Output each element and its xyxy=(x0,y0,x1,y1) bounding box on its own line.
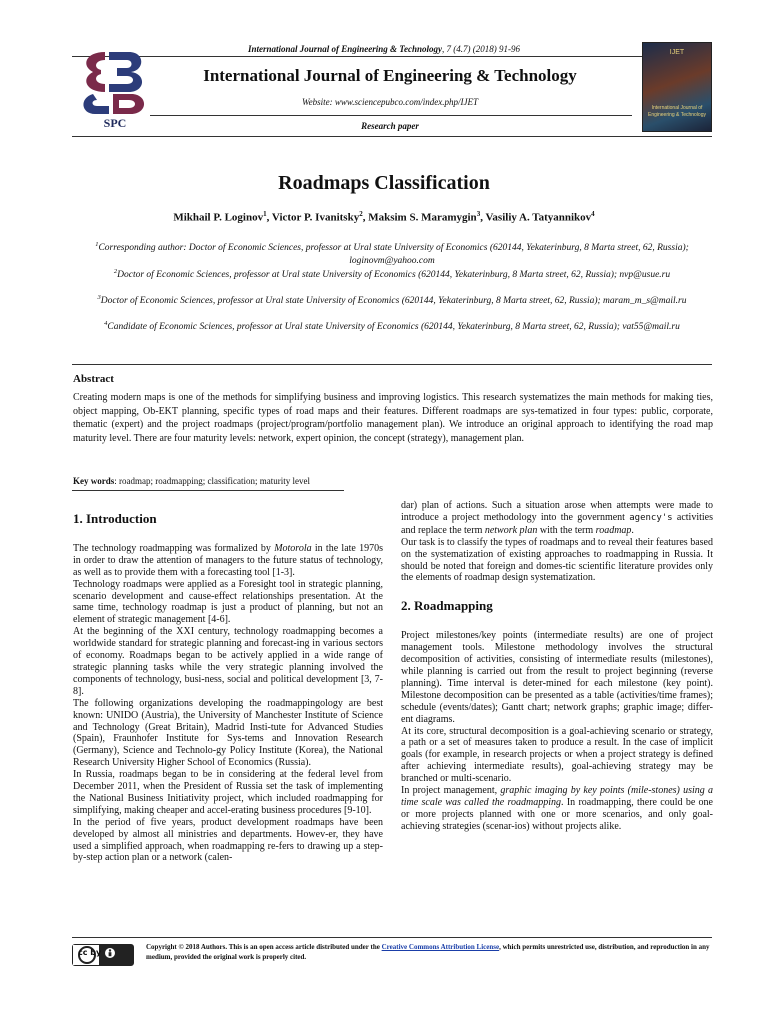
author-list: Mikhail P. Loginov$^1$, Victor P. Ivanitsky$^2$, Maksim S. Maramygin$^3$, Vasiliy A. Tatyannikov$^4$ xyxy=(173,210,595,224)
text-run: Copyright © 2018 Authors. This is an open access article distributed under the xyxy=(146,943,382,951)
citation-journal: International Journal of Engineering & Technology xyxy=(248,44,442,54)
text-run: in the late 1970s in order to draw the attention of managers to the future status of technology, as well as to provide them with a forecasting tool [1-3]. xyxy=(73,542,384,578)
footer-rule xyxy=(72,937,712,938)
affiliation-text: Doctor of Economic Sciences, professor at Ural state University of Economics (620144, Yekaterinburg, 8 Marta street, 62, Russia); nvp@usue.ru xyxy=(117,270,671,281)
text-run-italic: network plan xyxy=(484,524,538,536)
journal-cover-image xyxy=(642,42,712,132)
text-run-mono: agency's xyxy=(629,512,673,523)
text-run: . xyxy=(631,524,634,536)
cc-badge-text: cc by xyxy=(78,948,102,957)
right-column xyxy=(401,500,713,833)
paragraph xyxy=(73,543,383,579)
paragraph: Project milestones/key points (intermediate results) are one of project management tools. Milestone methodology involves the structural decomposition of activities, consisting of intermediate results (milestones), while planning is carried out from the result to project beginning (reverse planning). Time interval is deter-mined for each milestone (key point). Milestone decomposition can be presented as a table (activities/time frames); schedule (events/dates); Gantt chart; network graphs; graphic image; differ-ent diagrams. xyxy=(401,630,713,725)
left-column xyxy=(73,513,383,864)
paragraph: Technology roadmaps were applied as a Foresight tool in strategic planning, scenario development and cause-effect relationships presentation. At the same time, technology roadmap is just a product of planning, but not an element of strategic management [4-6]. xyxy=(73,578,383,626)
abstract-rule-bottom xyxy=(72,490,344,491)
paper-title: Roadmaps Classification xyxy=(278,172,490,194)
text-run-italic: Motorola xyxy=(274,542,312,554)
copyright-notice xyxy=(146,942,718,962)
keywords-list: : roadmap; roadmapping; classification; maturity level xyxy=(114,476,310,486)
section-heading-introduction: 1. Introduction xyxy=(73,511,157,526)
text-run: In project management, xyxy=(401,785,501,797)
affiliation-text: Doctor of Economic Sciences, professor at Ural state University of Economics (620144, Yekaterinburg, 8 Marta street, 62, Russia); maram_m_s@mail.ru xyxy=(100,296,687,307)
abstract-rule-top xyxy=(72,364,712,365)
author-name: Maksim S. Maramygin xyxy=(368,211,477,224)
spc-logo xyxy=(75,48,155,132)
paragraph: In the period of five years, product development roadmaps have been developed by almost all ministries and departments. Howev-er, they have used a simplified approach, when roadmapping re-fers to drawing up a step-by-step action plan or a network (calen- xyxy=(73,816,383,864)
author-sup: 2 xyxy=(359,210,363,218)
text-run: activities and replace the term xyxy=(401,511,713,536)
text-run: , which permits unrestricted use, distribution, and reproduction in any medium, provided the original work is properly cited. xyxy=(146,943,710,961)
author-sup: 4 xyxy=(591,210,595,218)
text-run-italic: roadmap xyxy=(595,524,632,536)
cover-line-2: International Journal of xyxy=(651,105,703,111)
paper-type: Research paper xyxy=(361,121,419,131)
header-rule-mid xyxy=(150,115,632,116)
affiliation-text: Corresponding author: Doctor of Economic Sciences, professor at Ural state University of Economics (620144, Yekaterinburg, 8 Marta street, 62, Russia); loginovm@yahoo.com xyxy=(98,243,689,267)
text-run: with the term xyxy=(537,524,596,536)
text-run: The technology roadmapping was formalized by xyxy=(73,542,275,554)
affiliation-4 xyxy=(78,317,706,334)
header-rule-top xyxy=(72,56,712,57)
affiliation-sup: 3 xyxy=(97,294,101,301)
header-rule-bottom xyxy=(72,136,712,137)
keywords-label: Key words xyxy=(73,476,115,486)
author-sup: 1 xyxy=(263,210,267,218)
abstract-text: Creating modern maps is one of the methods for simplifying business and improving logistics. This research systematizes the main methods for making ties, object mapping, Ob-EKT planning, specific types of road maps and their features. Different roadmaps are sys-tematized in four types: public, corporate, thematic (expert) and the project roadmaps (project/program/portfolio management plan). We introduce an original approach to identifying the road map maturity level. There are four maturity levels: network, expert opinion, the concept (strategy), management plan. xyxy=(73,392,713,444)
author-name: Mikhail P. Loginov xyxy=(173,211,264,224)
cc-by-license-badge[interactable] xyxy=(72,944,134,966)
paragraph: In Russia, roadmaps began to be in considering at the federal level from December 2011, when the President of Russia set the task of implementing the National Business Initiativity project, which included roadmapping for simplifying, making cheaper and accel-erating business procedures [9-10]. xyxy=(73,769,383,816)
paragraph: At its core, structural decomposition is a goal-achieving scenario or strategy, a path or a set of measures taken to produce a result. In the case of implicit goals (for example, in research projects or when a project strategy is defined after achieving intermediate results), goal-achieving strategy may be branched or multi-scenario. xyxy=(401,725,713,785)
abstract-heading: Abstract xyxy=(73,373,114,385)
affiliation-text: Candidate of Economic Sciences, professor at Ural state University of Economics (620144, Yekaterinburg, 8 Marta street, 62, Russia); vat55@mail.ru xyxy=(107,322,680,333)
paragraph: At the beginning of the XXI century, technology roadmapping becomes a worldwide standard for strategic planning and forecast-ing in various sectors of economy. Roadmaps began to be actively applied in a wide range of strategic planning tasks while the very strategic planning involved the components of technology, busi-ness, social and political development [3, 7-8]. xyxy=(73,626,383,697)
logo-text: SPC xyxy=(103,116,127,130)
affiliation-2 xyxy=(78,265,706,282)
affiliation-3 xyxy=(78,291,706,308)
journal-website[interactable]: Website: www.sciencepubco.com/index.php/IJET xyxy=(302,97,478,107)
citation-details: , 7 (4.7) (2018) 91-96 xyxy=(441,44,520,54)
paragraph xyxy=(401,500,713,537)
text-run: . In roadmapping, there could be one or more projects planned with one or more scenarios, and only goal-achieving strategies (scenar-ios) without projects alike. xyxy=(401,796,713,832)
author-name: Victor P. Ivanitsky xyxy=(271,211,360,224)
affiliation-sup: 2 xyxy=(113,268,118,275)
cc-license-link[interactable]: Creative Commons Attribution License xyxy=(381,943,500,951)
author-name: Vasiliy A. Tatyannikov xyxy=(485,211,592,224)
affiliation-sup: 4 xyxy=(104,320,108,327)
text-run-italic: graphic imaging by key points (mile-stones) using a time scale was called the roadmapping xyxy=(401,785,713,808)
author-sup: 3 xyxy=(476,210,481,218)
cover-line-3: Engineering & Technology xyxy=(647,112,706,118)
affiliation-1 xyxy=(78,238,706,268)
paragraph xyxy=(401,785,713,833)
keywords xyxy=(73,476,310,486)
cover-line-1: IJET xyxy=(669,49,685,56)
journal-title: International Journal of Engineering & Technology xyxy=(203,66,577,85)
affiliation-sup: 1 xyxy=(95,241,99,248)
text-run: dar) plan of actions. Such a situation arose when attempts were made to introduce a project methodology into the government xyxy=(401,500,713,523)
paragraph: The following organizations developing the roadmappingology are best known: UNIDO (Austria), the University of Manchester Institute of Science and Technology (Great Britain), Madrid Insti-tute for Advanced Studies (Spain), Fraunhofer Institute for Sys-tems and Innovation Research (Germany), Science and Technolo-gy Policy Institute (Korea), the National Research University Higher School of Economics (Russia). xyxy=(73,697,383,769)
section-heading-roadmapping: 2. Roadmapping xyxy=(401,598,493,614)
paragraph: Our task is to classify the types of roadmaps and to reveal their features based on the systematization of existing approaches to roadmapping in Russia. It should be noted that foreign and domes-tic scientific literature provides only the elements of roadmap design systematization. xyxy=(401,536,713,584)
